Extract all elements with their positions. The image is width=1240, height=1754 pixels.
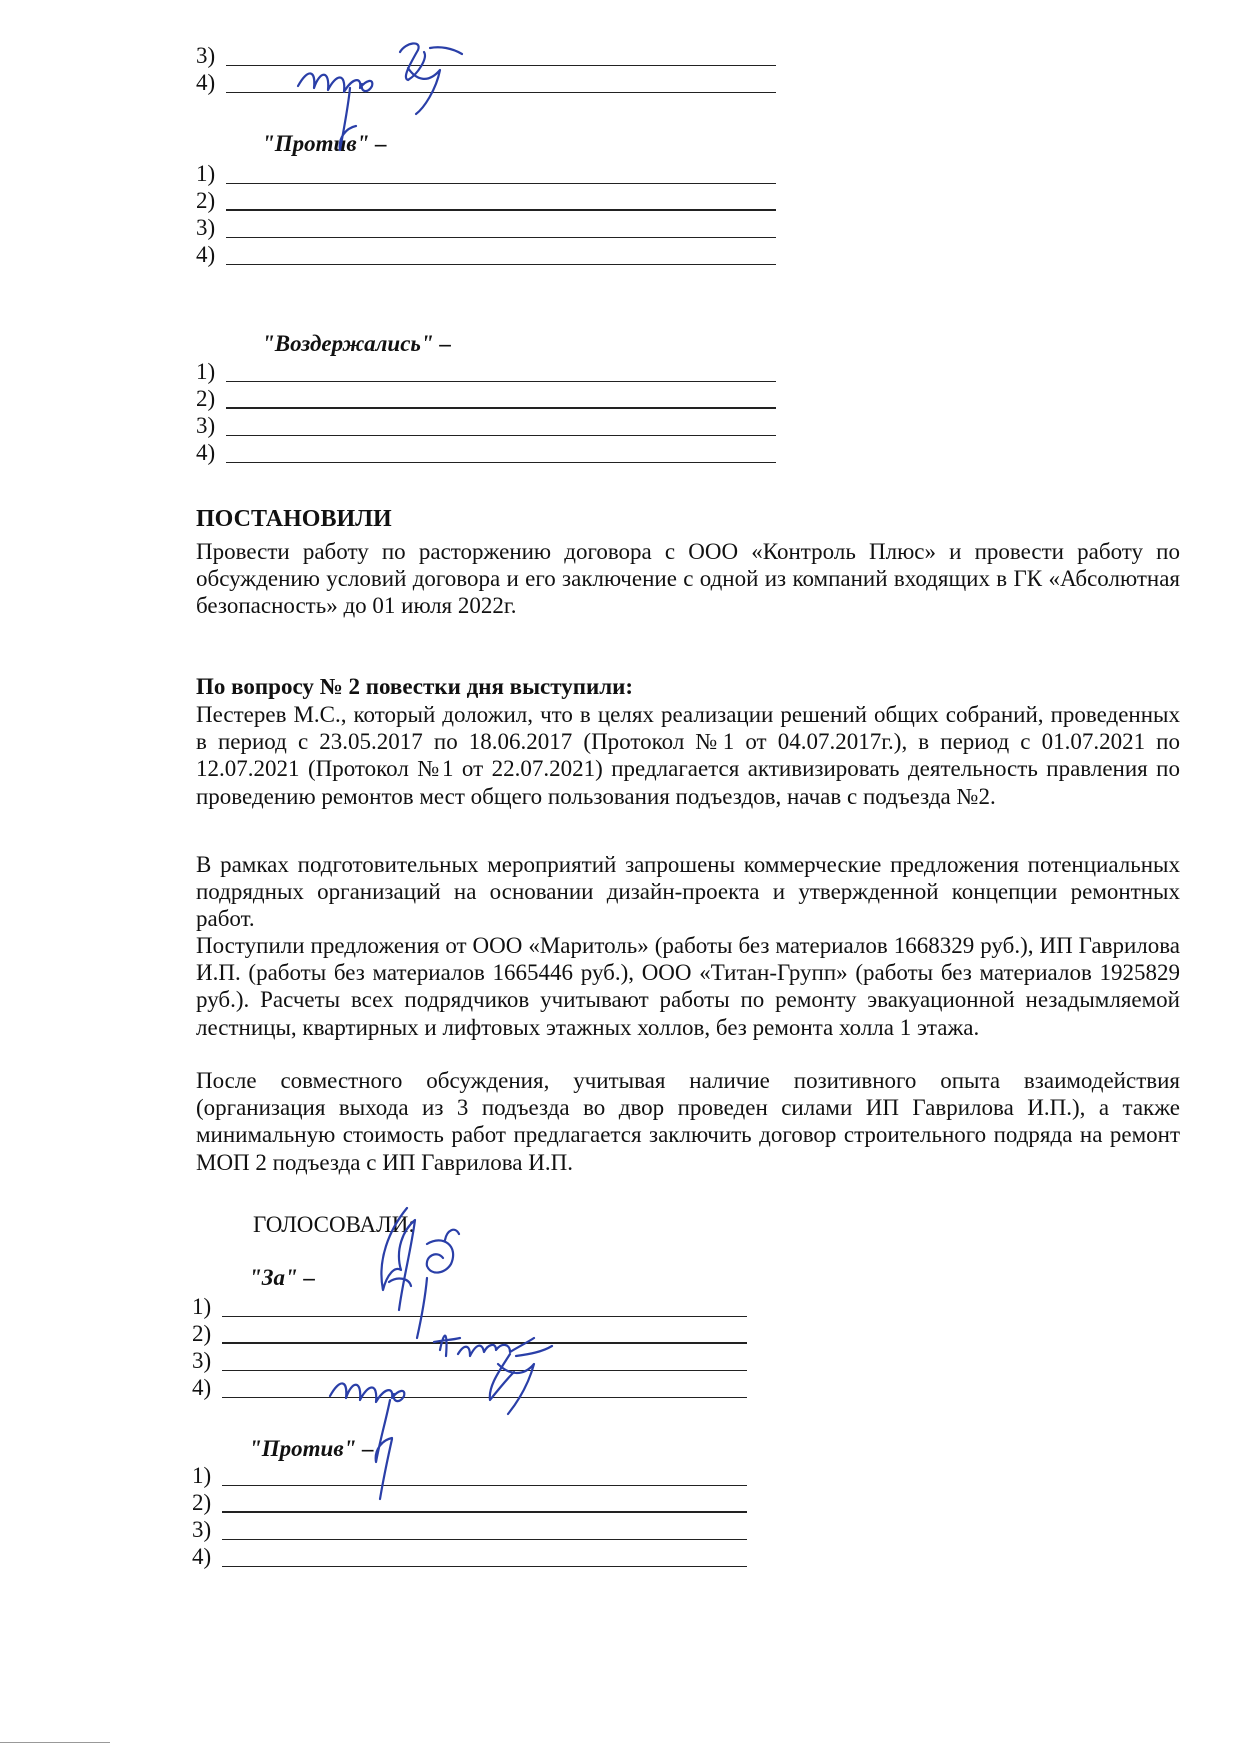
resolution-title: ПОСТАНОВИЛИ	[196, 506, 392, 532]
row-number: 4)	[196, 440, 216, 465]
row-number: 1)	[192, 1463, 212, 1488]
abstain-label: "Воздержались" –	[262, 331, 451, 356]
voted-label: ГОЛОСОВАЛИ:	[253, 1212, 415, 1237]
vote-row	[196, 385, 776, 412]
row-number: 3)	[196, 43, 216, 68]
signature-line	[222, 1511, 747, 1513]
signature-line	[226, 183, 776, 184]
against-list	[196, 160, 776, 268]
for-label: "За" –	[249, 1265, 315, 1290]
signature-line	[226, 264, 776, 265]
signature-line	[226, 209, 776, 211]
question-2-paragraph: В рамках подготовительных мероприятий запрошены коммерческие предложения потенциальных подрядных организаций на основании дизайн-проекта и утвержденной концепции ремонтных работ.	[196, 852, 1180, 932]
row-number: 3)	[192, 1348, 212, 1373]
against-label: "Против" –	[262, 131, 387, 156]
row-number: 2)	[196, 188, 216, 213]
row-number: 1)	[192, 1294, 212, 1319]
signature-line	[226, 462, 776, 463]
row-number: 2)	[192, 1490, 212, 1515]
scan-edge-mark	[0, 1742, 110, 1743]
vote-row	[192, 1516, 747, 1543]
vote-row	[196, 214, 776, 241]
signature-line	[222, 1316, 747, 1317]
row-number: 4)	[196, 70, 216, 95]
vote-row	[196, 439, 776, 466]
vote-row	[196, 187, 776, 214]
signature-line	[226, 237, 776, 238]
against-list	[192, 1462, 747, 1570]
against-label: "Против" –	[249, 1436, 374, 1461]
handwritten-signature	[370, 1435, 410, 1505]
vote-row	[196, 412, 776, 439]
row-number: 4)	[196, 242, 216, 267]
signature-line	[222, 1539, 747, 1540]
vote-row	[196, 241, 776, 268]
abstain-list	[196, 358, 776, 466]
row-number: 2)	[196, 386, 216, 411]
row-number: 4)	[192, 1544, 212, 1569]
handwritten-signature	[320, 1330, 560, 1470]
vote-row	[196, 358, 776, 385]
row-number: 2)	[192, 1321, 212, 1346]
row-number: 3)	[196, 215, 216, 240]
signature-line	[222, 1566, 747, 1567]
handwritten-signature	[290, 28, 490, 168]
vote-row	[192, 1543, 747, 1570]
resolution-text: Провести работу по расторжению договора с ООО «Контроль Плюс» и провести работу по обсуждению условий договора и его заключение с одной из компаний входящих в ГК «Абсолютная безопасность» до 01 июля 2022г.	[196, 539, 1180, 619]
signature-line	[226, 435, 776, 436]
question-2-paragraph: После совместного обсуждения, учитывая наличие позитивного опыта взаимодействия (организация выхода из 3 подъезда во двор проведен силами ИП Гаврилова И.П.), а также минимальную стоимость работ предлагается заключить договор строительного подряда на ремонт МОП 2 подъезда с ИП Гаврилова И.П.	[196, 1068, 1180, 1175]
question-2-title: По вопросу № 2 повестки дня выступили:	[196, 674, 634, 699]
signature-line	[226, 381, 776, 382]
row-number: 3)	[192, 1517, 212, 1542]
row-number: 1)	[196, 161, 216, 186]
question-2-paragraph: Поступили предложения от ООО «Маритоль» (работы без материалов 1668329 руб.), ИП Гаврилова И.П. (работы без материалов 1665446 руб.), ООО «Титан-Групп» (работы без материалов 1925829 руб.). Расчеты всех подрядчиков учитывают работы по ремонту эвакуационной незадымляемой лестницы, квартирных и лифтовых этажных холлов, без ремонта холла 1 этажа.	[196, 933, 1180, 1040]
row-number: 1)	[196, 359, 216, 384]
vote-row	[192, 1489, 747, 1516]
question-2-paragraph: Пестерев М.С., который доложил, что в целях реализации решений общих собраний, проведенных в период с 23.05.2017 по 18.06.2017 (Протокол №1 от 04.07.2017г.), в период с 01.07.2021 по 12.07.2021 (Протокол №1 от 22.07.2021) предлагается активизировать деятельность правления по проведению ремонтов мест общего пользования подъездов, начав с подъезда №2.	[196, 702, 1180, 809]
row-number: 3)	[196, 413, 216, 438]
signature-line	[226, 407, 776, 409]
row-number: 4)	[192, 1375, 212, 1400]
signature-line	[222, 1485, 747, 1486]
